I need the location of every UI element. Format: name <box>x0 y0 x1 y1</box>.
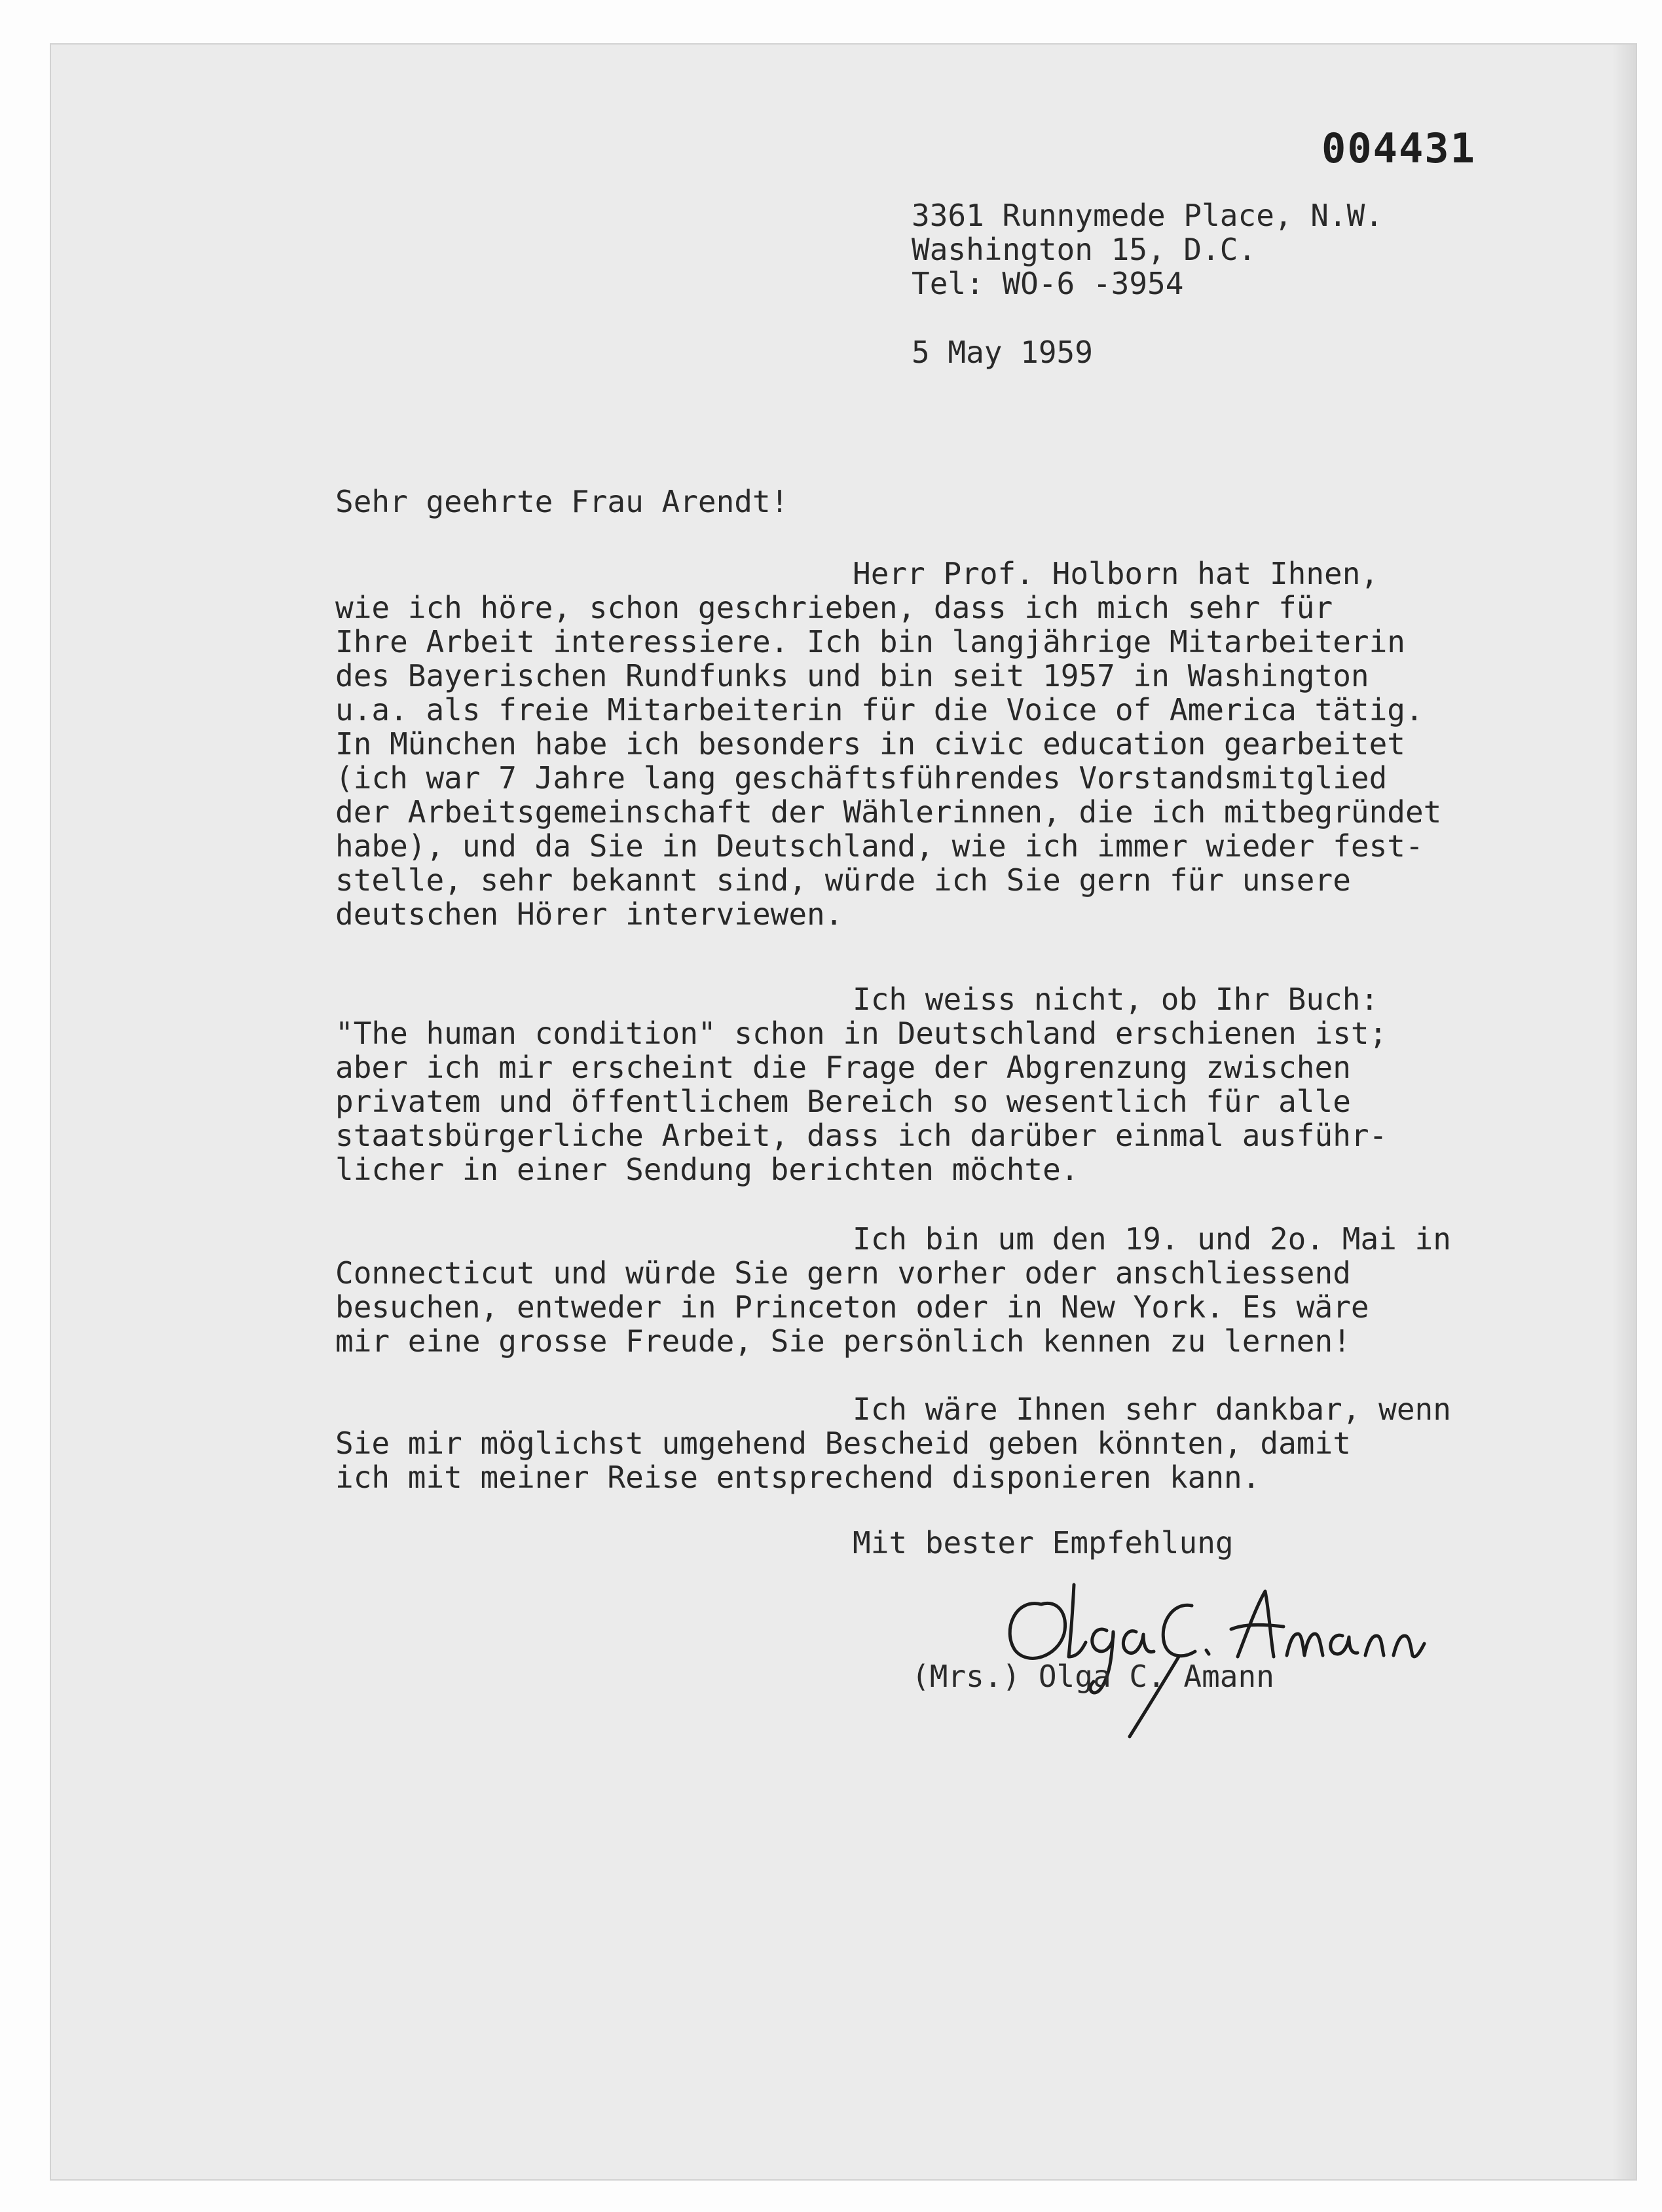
paragraph-line: In München habe ich besonders in civic education gearbeitet <box>335 726 1405 762</box>
paragraph-line: licher in einer Sendung berichten möchte. <box>335 1152 1079 1187</box>
paragraph-line: Ich weiss nicht, ob Ihr Buch: <box>853 982 1379 1017</box>
paragraph-line: habe), und da Sie in Deutschland, wie ich immer wieder fest- <box>335 828 1424 864</box>
paragraph-line: stelle, sehr bekannt sind, würde ich Sie gern für unsere <box>335 862 1351 898</box>
paragraph-line: Sie mir möglichst umgehend Bescheid geben könnten, damit <box>335 1426 1351 1461</box>
paragraph-line: besuchen, entweder in Princeton oder in New York. Es wäre <box>335 1289 1369 1325</box>
closing: Mit bester Empfehlung <box>853 1525 1234 1560</box>
paragraph-line: deutschen Hörer interviewen. <box>335 896 843 932</box>
paragraph-line: Ihre Arbeit interessiere. Ich bin langjährige Mitarbeiterin <box>335 624 1405 659</box>
sender-telephone: Tel: WO-6 -3954 <box>912 266 1184 301</box>
paragraph-line: der Arbeitsgemeinschaft der Wählerinnen, die ich mitbegründet <box>335 794 1442 830</box>
paragraph-line: Herr Prof. Holborn hat Ihnen, <box>853 556 1379 591</box>
paragraph-line: Ich wäre Ihnen sehr dankbar, wenn <box>853 1392 1451 1427</box>
paragraph-line: Ich bin um den 19. und 2o. Mai in <box>853 1221 1451 1257</box>
paragraph-line: "The human condition" schon in Deutschland erschienen ist; <box>335 1016 1388 1051</box>
paragraph-line: mir eine grosse Freude, Sie persönlich kennen zu lernen! <box>335 1323 1351 1359</box>
paragraph-line: des Bayerischen Rundfunks und bin seit 1957 in Washington <box>335 658 1369 693</box>
signer-name: (Mrs.) Olga C. Amann <box>912 1659 1274 1694</box>
paragraph-line: aber ich mir erscheint die Frage der Abgrenzung zwischen <box>335 1050 1351 1085</box>
sender-street: 3361 Runnymede Place, N.W. <box>912 198 1384 233</box>
paragraph-line: u.a. als freie Mitarbeiterin für die Voice of America tätig. <box>335 692 1424 728</box>
paragraph-line: ich mit meiner Reise entsprechend disponieren kann. <box>335 1460 1261 1495</box>
salutation: Sehr geehrte Frau Arendt! <box>335 484 789 519</box>
document-number: 004431 <box>1321 124 1476 172</box>
paragraph-line: wie ich höre, schon geschrieben, dass ich mich sehr für <box>335 590 1333 625</box>
handwritten-signature <box>995 1558 1454 1742</box>
paragraph-line: staatsbürgerliche Arbeit, dass ich darüber einmal ausführ- <box>335 1118 1388 1153</box>
paragraph-line: (ich war 7 Jahre lang geschäftsführendes Vorstandsmitglied <box>335 760 1388 796</box>
letter-date: 5 May 1959 <box>912 335 1093 370</box>
paragraph-line: Connecticut und würde Sie gern vorher oder anschliessend <box>335 1255 1351 1291</box>
sheet-edge-shadow <box>1612 45 1636 2179</box>
paragraph-line: privatem und öffentlichem Bereich so wesentlich für alle <box>335 1084 1351 1119</box>
sender-city: Washington 15, D.C. <box>912 232 1257 267</box>
